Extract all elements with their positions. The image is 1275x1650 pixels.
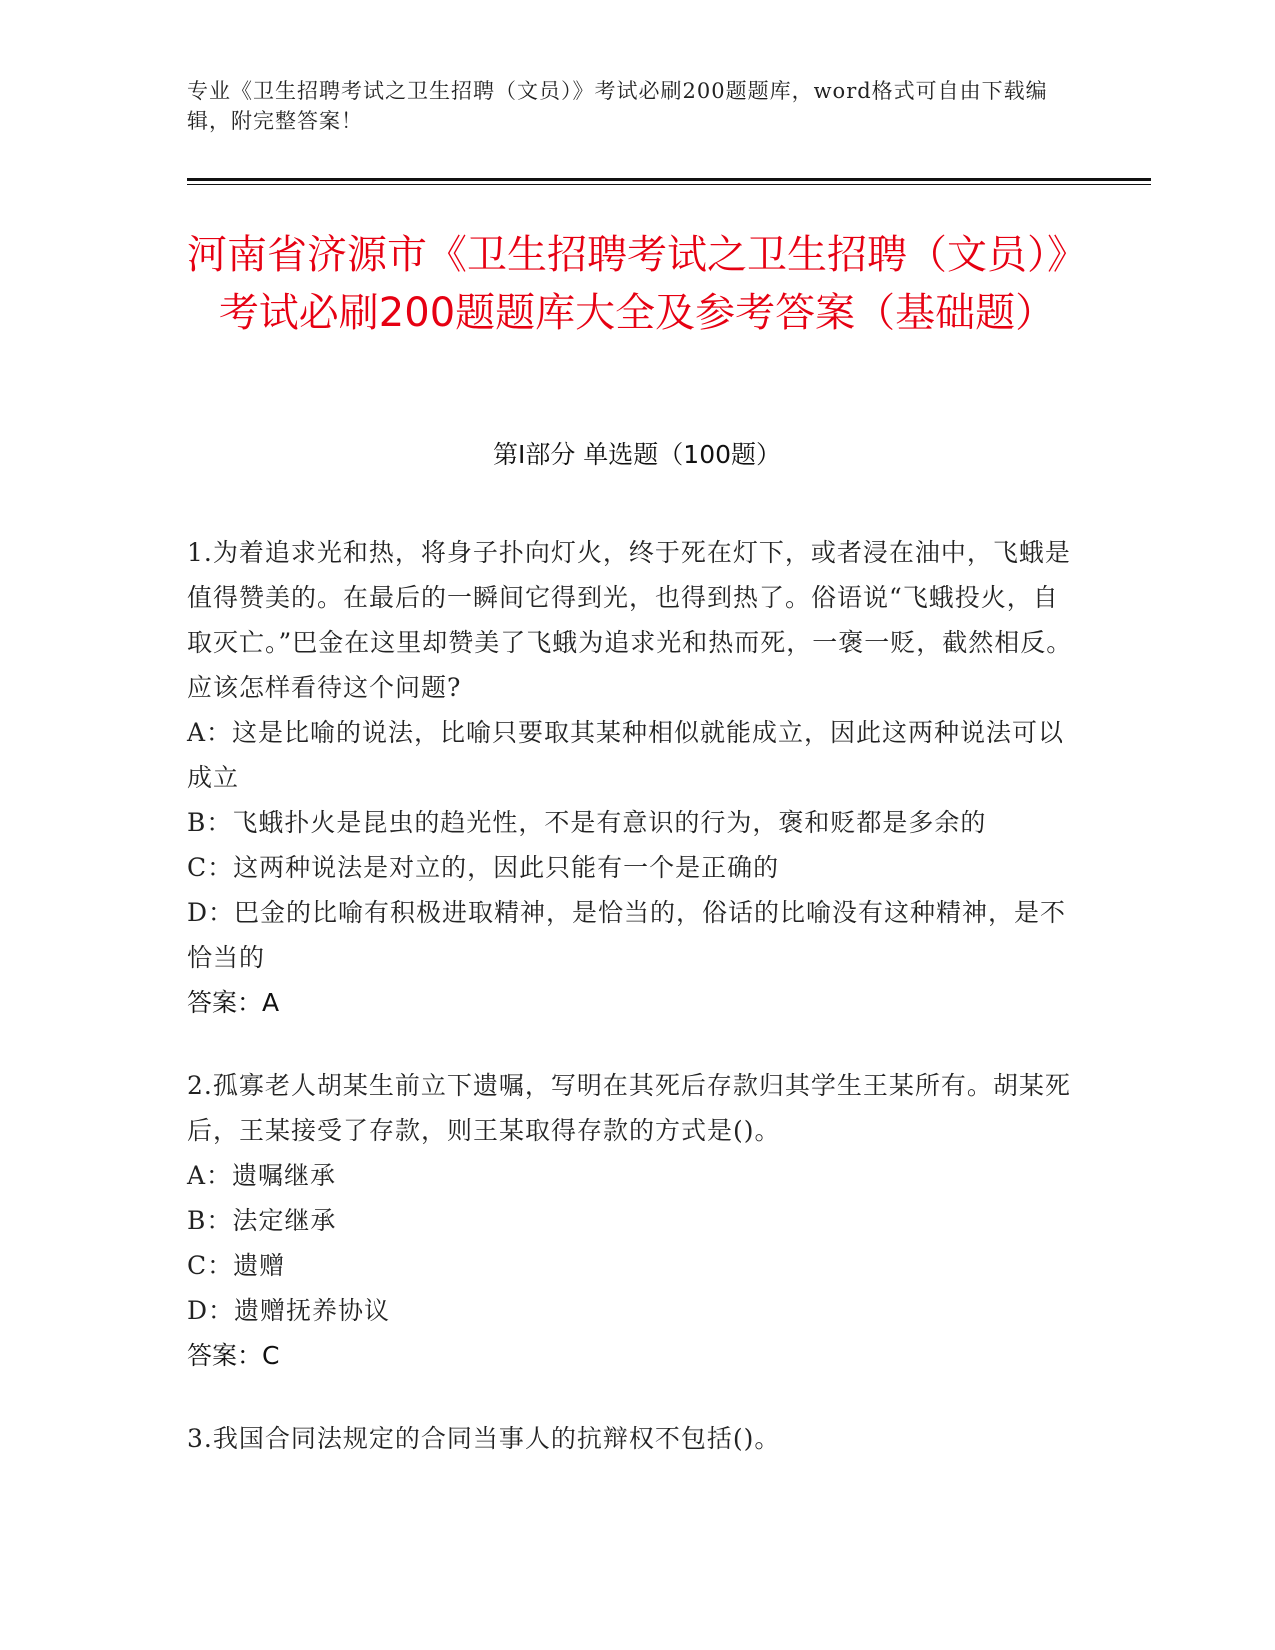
answer-line: 答案：A (187, 988, 280, 1017)
question-2 (187, 1063, 1077, 1378)
option-b: B：法定继承 (187, 1206, 337, 1235)
document-title: 河南省济源市《卫生招聘考试之卫生招聘（文员）》考试必刷200题题库大全及参考答案（基础题） (187, 232, 1087, 336)
option-d: D：遗赠抚养协议 (187, 1296, 391, 1325)
option-d: D：巴金的比喻有积极进取精神，是恰当的，俗话的比喻没有这种精神，是不恰当的 (187, 898, 1067, 972)
answer-line: 答案：C (187, 1341, 280, 1370)
option-a: A：遗嘱继承 (187, 1161, 337, 1190)
option-c: C：遗赠 (187, 1251, 286, 1280)
question-stem: 2.孤寡老人胡某生前立下遗嘱，写明在其死后存款归其学生王某所有。胡某死后，王某接受了存款，则王某取得存款的方式是()。 (187, 1071, 1071, 1145)
header-rule-thick (187, 178, 1151, 181)
header-rule-thin (187, 184, 1151, 185)
question-stem: 3.我国合同法规定的合同当事人的抗辩权不包括()。 (187, 1424, 781, 1453)
option-c: C：这两种说法是对立的，因此只能有一个是正确的 (187, 853, 780, 882)
option-b: B：飞蛾扑火是昆虫的趋光性，不是有意识的行为，褒和贬都是多余的 (187, 808, 987, 837)
question-list (187, 530, 1077, 1499)
question-1 (187, 530, 1077, 1025)
option-a: A：这是比喻的说法，比喻只要取其某种相似就能成立，因此这两种说法可以成立 (187, 718, 1065, 792)
section-heading: 第Ⅰ部分 单选题（100题） (492, 440, 782, 469)
question-3 (187, 1416, 1077, 1461)
header-note: 专业《卫生招聘考试之卫生招聘（文员）》考试必刷200题题库，word格式可自由下载编辑，附完整答案！ (187, 79, 1048, 133)
question-stem: 1.为着追求光和热，将身子扑向灯火，终于死在灯下，或者浸在油中，飞蛾是值得赞美的。在最后的一瞬间它得到光，也得到热了。俗语说“飞蛾投火，自取灭亡。”巴金在这里却赞美了飞蛾为追求光和热而死，一褒一贬，截然相反。应该怎样看待这个问题? (187, 538, 1073, 702)
